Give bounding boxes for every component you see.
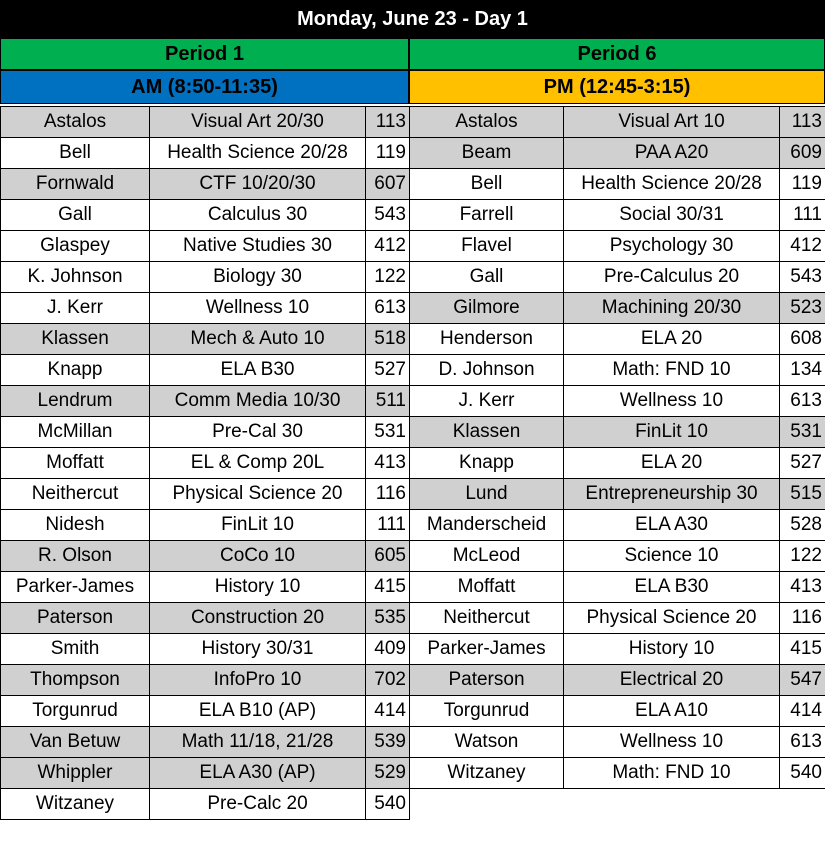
course-cell: Health Science 20/28 [150, 138, 366, 169]
table-row [410, 138, 825, 169]
table-row [1, 448, 410, 479]
teacher-cell: Gall [410, 262, 564, 293]
course-cell: Physical Science 20 [564, 603, 780, 634]
teacher-cell: Whippler [1, 758, 150, 789]
room-cell: 122 [780, 541, 825, 572]
teacher-cell: Paterson [410, 665, 564, 696]
course-cell: Construction 20 [150, 603, 366, 634]
table-row [1, 572, 410, 603]
teacher-cell: Thompson [1, 665, 150, 696]
table-row [410, 200, 825, 231]
teacher-cell: J. Kerr [410, 386, 564, 417]
table-row [1, 293, 410, 324]
table-row [1, 262, 410, 293]
room-cell: 702 [366, 665, 410, 696]
table-row [410, 634, 825, 665]
teacher-cell: Paterson [1, 603, 150, 634]
room-cell: 605 [366, 541, 410, 572]
room-cell: 413 [366, 448, 410, 479]
teacher-cell: McLeod [410, 541, 564, 572]
table-row [410, 417, 825, 448]
room-cell: 119 [366, 138, 410, 169]
teacher-cell: Torgunrud [410, 696, 564, 727]
room-cell: 613 [780, 727, 825, 758]
teacher-cell: Smith [1, 634, 150, 665]
room-cell: 415 [366, 572, 410, 603]
course-cell: InfoPro 10 [150, 665, 366, 696]
table-row [410, 541, 825, 572]
course-cell: Psychology 30 [564, 231, 780, 262]
course-cell: Calculus 30 [150, 200, 366, 231]
course-cell: ELA B30 [150, 355, 366, 386]
course-cell: Visual Art 20/30 [150, 107, 366, 138]
room-cell: 414 [366, 696, 410, 727]
teacher-cell: Moffatt [1, 448, 150, 479]
course-cell: History 10 [564, 634, 780, 665]
table-row [410, 603, 825, 634]
course-cell: ELA B10 (AP) [150, 696, 366, 727]
room-cell: 116 [780, 603, 825, 634]
teacher-cell: Parker-James [410, 634, 564, 665]
teacher-cell: Knapp [1, 355, 150, 386]
room-cell: 543 [366, 200, 410, 231]
course-cell: Wellness 10 [564, 386, 780, 417]
course-cell: FinLit 10 [150, 510, 366, 541]
table-row [410, 355, 825, 386]
teacher-cell: Astalos [1, 107, 150, 138]
teacher-cell: Bell [410, 169, 564, 200]
room-cell: 547 [780, 665, 825, 696]
course-cell: ELA A30 (AP) [150, 758, 366, 789]
course-cell: Pre-Calc 20 [150, 789, 366, 820]
table-row [410, 665, 825, 696]
course-cell: Mech & Auto 10 [150, 324, 366, 355]
teacher-cell: Gilmore [410, 293, 564, 324]
table-row [1, 386, 410, 417]
course-cell: CTF 10/20/30 [150, 169, 366, 200]
teacher-cell: Bell [1, 138, 150, 169]
table-row [410, 262, 825, 293]
teacher-cell: Gall [1, 200, 150, 231]
table-row [1, 789, 410, 820]
course-cell: FinLit 10 [564, 417, 780, 448]
room-cell: 527 [366, 355, 410, 386]
table-row [410, 448, 825, 479]
table-row [410, 696, 825, 727]
table-row [1, 634, 410, 665]
room-cell: 543 [780, 262, 825, 293]
teacher-cell: McMillan [1, 417, 150, 448]
course-cell: ELA A30 [564, 510, 780, 541]
course-cell: Biology 30 [150, 262, 366, 293]
teacher-cell: K. Johnson [1, 262, 150, 293]
teacher-cell: Watson [410, 727, 564, 758]
room-cell: 412 [366, 231, 410, 262]
course-cell: EL & Comp 20L [150, 448, 366, 479]
table-row [410, 169, 825, 200]
course-cell: Social 30/31 [564, 200, 780, 231]
time-header-row [0, 70, 825, 104]
teacher-cell: Glaspey [1, 231, 150, 262]
room-cell: 113 [780, 107, 825, 138]
pm-time-header: PM (12:45-3:15) [409, 70, 825, 104]
room-cell: 523 [780, 293, 825, 324]
course-cell: ELA B30 [564, 572, 780, 603]
course-cell: Electrical 20 [564, 665, 780, 696]
teacher-cell: Witzaney [410, 758, 564, 789]
room-cell: 111 [366, 510, 410, 541]
table-row [410, 293, 825, 324]
am-time-header: AM (8:50-11:35) [0, 70, 409, 104]
room-cell: 409 [366, 634, 410, 665]
table-row [410, 758, 825, 789]
room-cell: 415 [780, 634, 825, 665]
course-cell: History 10 [150, 572, 366, 603]
teacher-cell: Klassen [410, 417, 564, 448]
room-cell: 412 [780, 231, 825, 262]
teacher-cell: Van Betuw [1, 727, 150, 758]
room-cell: 609 [780, 138, 825, 169]
table-row [1, 696, 410, 727]
teacher-cell: J. Kerr [1, 293, 150, 324]
period-6-header: Period 6 [409, 38, 825, 70]
teacher-cell: R. Olson [1, 541, 150, 572]
table-row [410, 572, 825, 603]
table-row [410, 510, 825, 541]
teacher-cell: Parker-James [1, 572, 150, 603]
room-cell: 540 [366, 789, 410, 820]
room-cell: 613 [780, 386, 825, 417]
table-row [1, 727, 410, 758]
table-row [1, 231, 410, 262]
teacher-cell: Witzaney [1, 789, 150, 820]
room-cell: 122 [366, 262, 410, 293]
table-row [1, 541, 410, 572]
table-row [410, 386, 825, 417]
empty-row [410, 789, 825, 820]
period-1-table [0, 106, 410, 820]
room-cell: 111 [780, 200, 825, 231]
table-row [1, 417, 410, 448]
period-header-row [0, 38, 825, 70]
room-cell: 518 [366, 324, 410, 355]
course-cell: Wellness 10 [564, 727, 780, 758]
room-cell: 113 [366, 107, 410, 138]
page-title: Monday, June 23 - Day 1 [0, 0, 825, 38]
course-cell: PAA A20 [564, 138, 780, 169]
room-cell: 540 [780, 758, 825, 789]
teacher-cell: Henderson [410, 324, 564, 355]
period-6-table [409, 106, 825, 820]
room-cell: 511 [366, 386, 410, 417]
room-cell: 119 [780, 169, 825, 200]
room-cell: 608 [780, 324, 825, 355]
teacher-cell: Torgunrud [1, 696, 150, 727]
teacher-cell: Nidesh [1, 510, 150, 541]
table-row [1, 758, 410, 789]
room-cell: 134 [780, 355, 825, 386]
teacher-cell: Lendrum [1, 386, 150, 417]
room-cell: 539 [366, 727, 410, 758]
teacher-cell: Beam [410, 138, 564, 169]
course-cell: Machining 20/30 [564, 293, 780, 324]
empty-cell [564, 789, 780, 820]
teacher-cell: Lund [410, 479, 564, 510]
table-row [410, 324, 825, 355]
course-cell: ELA 20 [564, 448, 780, 479]
table-row [1, 169, 410, 200]
table-row [410, 107, 825, 138]
course-cell: Health Science 20/28 [564, 169, 780, 200]
room-cell: 528 [780, 510, 825, 541]
course-cell: Science 10 [564, 541, 780, 572]
teacher-cell: Neithercut [1, 479, 150, 510]
course-cell: Pre-Calculus 20 [564, 262, 780, 293]
teacher-cell: Neithercut [410, 603, 564, 634]
table-row [1, 355, 410, 386]
room-cell: 613 [366, 293, 410, 324]
teacher-cell: Moffatt [410, 572, 564, 603]
course-cell: Native Studies 30 [150, 231, 366, 262]
course-cell: Visual Art 10 [564, 107, 780, 138]
course-cell: Wellness 10 [150, 293, 366, 324]
course-cell: ELA A10 [564, 696, 780, 727]
room-cell: 531 [780, 417, 825, 448]
period-1-header: Period 1 [0, 38, 409, 70]
room-cell: 515 [780, 479, 825, 510]
course-cell: Math: FND 10 [564, 758, 780, 789]
room-cell: 529 [366, 758, 410, 789]
room-cell: 535 [366, 603, 410, 634]
course-cell: Physical Science 20 [150, 479, 366, 510]
table-row [1, 324, 410, 355]
course-cell: Comm Media 10/30 [150, 386, 366, 417]
teacher-cell: Fornwald [1, 169, 150, 200]
course-cell: CoCo 10 [150, 541, 366, 572]
table-row [410, 727, 825, 758]
table-row [1, 603, 410, 634]
teacher-cell: D. Johnson [410, 355, 564, 386]
room-cell: 413 [780, 572, 825, 603]
course-cell: Math: FND 10 [564, 355, 780, 386]
course-cell: ELA 20 [564, 324, 780, 355]
teacher-cell: Knapp [410, 448, 564, 479]
table-row [410, 231, 825, 262]
empty-cell [410, 789, 564, 820]
table-row [1, 665, 410, 696]
teacher-cell: Farrell [410, 200, 564, 231]
empty-cell [780, 789, 825, 820]
room-cell: 527 [780, 448, 825, 479]
table-row [1, 510, 410, 541]
teacher-cell: Astalos [410, 107, 564, 138]
table-row [1, 138, 410, 169]
teacher-cell: Flavel [410, 231, 564, 262]
table-row [1, 200, 410, 231]
course-cell: Math 11/18, 21/28 [150, 727, 366, 758]
table-row [1, 479, 410, 510]
table-row [410, 479, 825, 510]
room-cell: 531 [366, 417, 410, 448]
room-cell: 414 [780, 696, 825, 727]
course-cell: Pre-Cal 30 [150, 417, 366, 448]
room-cell: 116 [366, 479, 410, 510]
table-row [1, 107, 410, 138]
teacher-cell: Manderscheid [410, 510, 564, 541]
course-cell: History 30/31 [150, 634, 366, 665]
teacher-cell: Klassen [1, 324, 150, 355]
course-cell: Entrepreneurship 30 [564, 479, 780, 510]
room-cell: 607 [366, 169, 410, 200]
